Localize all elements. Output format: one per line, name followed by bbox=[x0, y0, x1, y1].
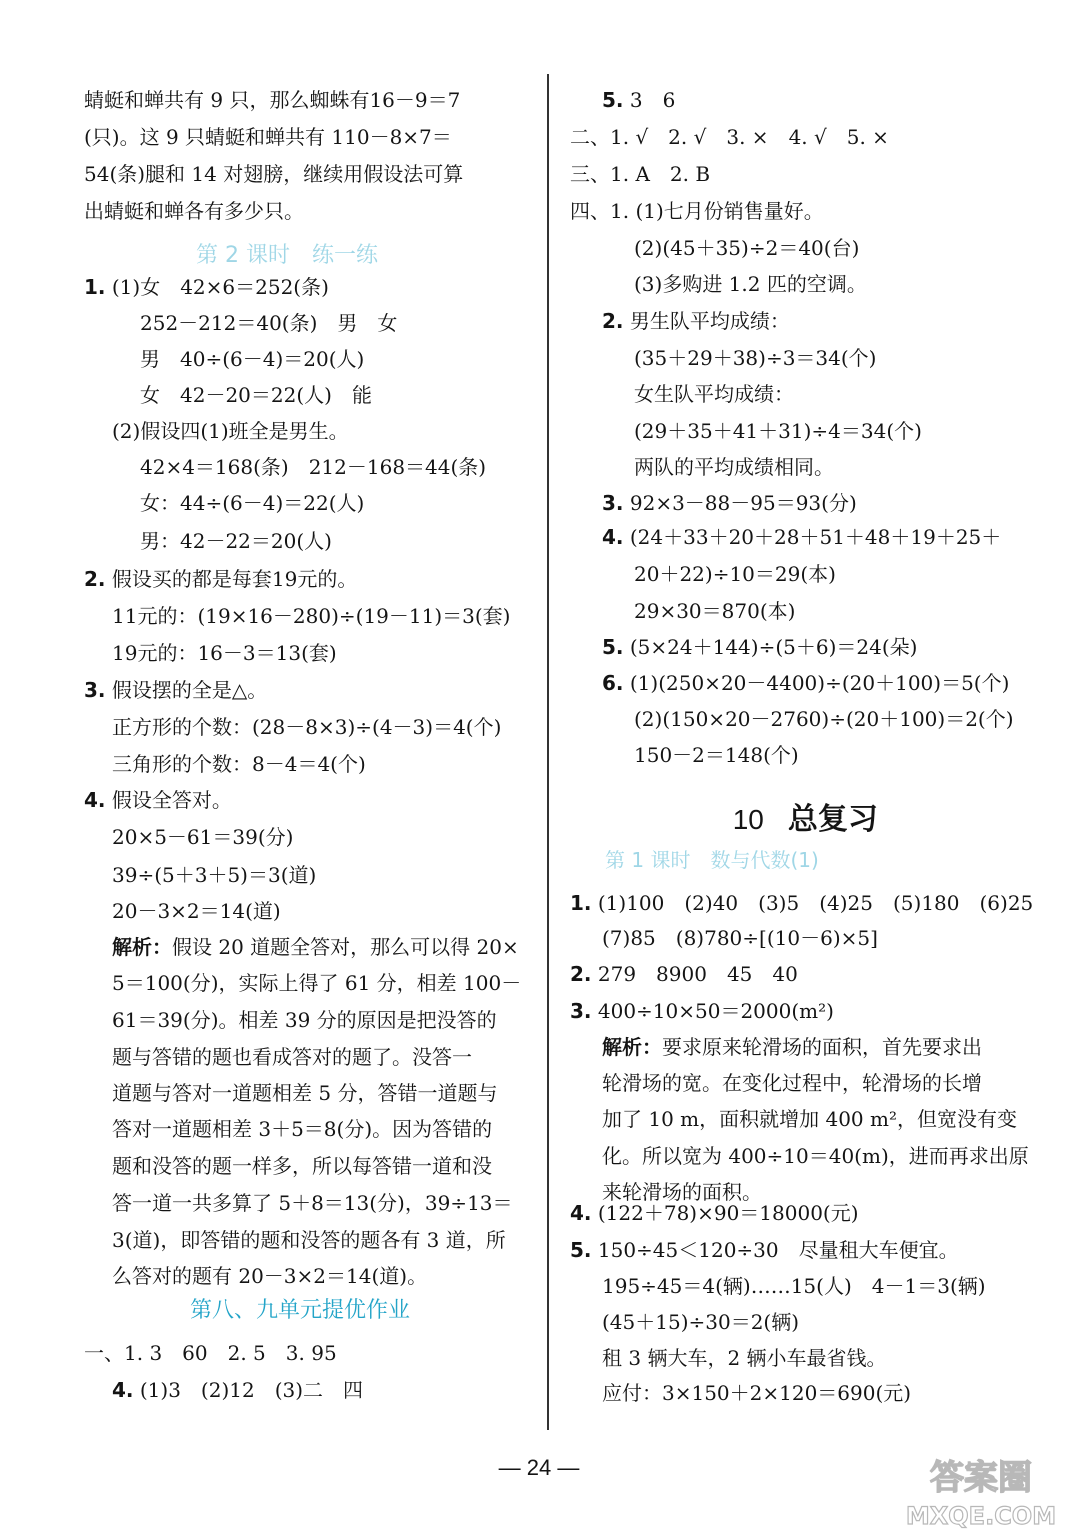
answer-line: 女生队平均成绩： bbox=[634, 382, 794, 406]
answer-line: (3)多购进 1.2 匹的空调。 bbox=[634, 272, 867, 296]
answer-line: 来轮滑场的面积。 bbox=[602, 1180, 762, 1204]
answer-line: 150－2＝148(个) bbox=[634, 743, 799, 767]
lesson-heading-2: 第 2 课时 练一练 bbox=[196, 243, 378, 268]
page-number: — 24 — bbox=[498, 1455, 580, 1480]
column-divider bbox=[547, 74, 549, 1430]
answer-line: 题和没答的题一样多，所以每答错一道和没 bbox=[112, 1154, 492, 1178]
answer-line: 54(条)腿和 14 对翅膀，继续用假设法可算 bbox=[84, 162, 464, 186]
chapter-name: 总复习 bbox=[787, 802, 878, 837]
answer-line: 20－3×2＝14(道) bbox=[112, 899, 281, 923]
answer-line: 39÷(5＋3＋5)＝3(道) bbox=[112, 863, 317, 887]
watermark-url: MXQE.COM bbox=[905, 1502, 1057, 1530]
answer-line: 19元的：16－3＝13(套) bbox=[112, 641, 337, 665]
answer-line: (7)85 (8)780÷[(10－6)×5] bbox=[602, 926, 878, 950]
answer-line: (35＋29＋38)÷3＝34(个) bbox=[634, 346, 877, 370]
answer-line: 3(道)，即答错的题和没答的题各有 3 道，所 bbox=[112, 1228, 506, 1252]
answer-line: 2. 假设买的都是每套19元的。 bbox=[84, 567, 358, 591]
answer-line: 应付：3×150＋2×120＝690(元) bbox=[602, 1381, 912, 1405]
answer-line: 三、1. A 2. B bbox=[570, 162, 711, 186]
answer-line: (29＋35＋41＋31)÷4＝34(个) bbox=[634, 419, 922, 443]
answer-line: (只)。这 9 只蜻蜓和蝉共有 110－8×7＝ bbox=[84, 125, 452, 149]
answer-line: 4. (1)3 (2)12 (3)二 四 bbox=[112, 1378, 364, 1402]
answer-line: 男：42－22＝20(人) bbox=[140, 529, 332, 553]
answer-line: 女：44÷(6－4)＝22(人) bbox=[140, 491, 365, 515]
answer-line: 解析：假设 20 道题全答对，那么可以得 20× bbox=[112, 935, 519, 959]
answer-line: 61＝39(分)。相差 39 分的原因是把没答的 bbox=[112, 1008, 497, 1032]
answer-line: 6. (1)(250×20－4400)÷(20＋100)＝5(个) bbox=[602, 671, 1010, 695]
answer-line: 5. 150÷45＜120÷30 尽量租大车便宜。 bbox=[570, 1238, 959, 1262]
answer-line: 4. (24＋33＋20＋28＋51＋48＋19＋25＋ bbox=[602, 525, 1002, 549]
answer-line: 1. (1)100 (2)40 (3)5 (4)25 (5)180 (6)25 bbox=[570, 891, 1034, 915]
answer-line: 4. (122＋78)×90＝18000(元) bbox=[570, 1201, 859, 1225]
answer-line: 答对一道题相差 3＋5＝8(分)。因为答错的 bbox=[112, 1117, 493, 1141]
answer-line: 4. 假设全答对。 bbox=[84, 788, 232, 812]
lesson-heading-1: 第 1 课时 数与代数(1) bbox=[605, 848, 819, 872]
answer-line: 正方形的个数：(28－8×3)÷(4－3)＝4(个) bbox=[112, 715, 502, 739]
answer-line: 2. 男生队平均成绩： bbox=[602, 309, 790, 333]
answer-line: 1. (1)女 42×6＝252(条) bbox=[84, 275, 329, 299]
answer-line: 题与答错的题也看成答对的题了。没答一 bbox=[112, 1045, 472, 1069]
answer-line: 42×4＝168(条) 212－168＝44(条) bbox=[140, 455, 487, 479]
answer-line: 答一道一共多算了 5＋8＝13(分)，39÷13＝ bbox=[112, 1191, 513, 1215]
answer-line: 29×30＝870(本) bbox=[634, 599, 796, 623]
answer-line: 3. 400÷10×50＝2000(m²) bbox=[570, 999, 834, 1023]
chapter-number: 10 bbox=[732, 804, 764, 835]
answer-line: 解析：要求原来轮滑场的面积，首先要求出 bbox=[602, 1035, 982, 1059]
answer-line: 么答对的题有 20－3×2＝14(道)。 bbox=[112, 1264, 428, 1288]
answer-line: 二、1. √ 2. √ 3. × 4. √ 5. × bbox=[570, 125, 889, 149]
answer-line: 5＝100(分)，实际上得了 61 分，相差 100－ bbox=[112, 971, 522, 995]
answer-line: 女 42－20＝22(人) 能 bbox=[140, 383, 372, 407]
answer-line: 租 3 辆大车，2 辆小车最省钱。 bbox=[602, 1346, 887, 1370]
answer-line: 出蜻蜓和蝉各有多少只。 bbox=[84, 199, 304, 223]
answer-line: 道题与答对一道题相差 5 分，答错一道题与 bbox=[112, 1081, 498, 1105]
answer-line: 一、1. 3 60 2. 5 3. 95 bbox=[84, 1341, 337, 1365]
answer-line: (2)(150×20－2760)÷(20＋100)＝2(个) bbox=[634, 707, 1014, 731]
answer-line: 252－212＝40(条) 男 女 bbox=[140, 311, 398, 335]
answer-line: 5. 3 6 bbox=[602, 88, 676, 112]
answer-line: 20＋22)÷10＝29(本) bbox=[634, 562, 836, 586]
answer-line: 20×5－61＝39(分) bbox=[112, 825, 294, 849]
answer-line: (2)假设四(1)班全是男生。 bbox=[112, 419, 349, 443]
answer-line: 三角形的个数：8－4＝4(个) bbox=[112, 752, 366, 776]
answer-line: 3. 92×3－88－95＝93(分) bbox=[602, 491, 857, 515]
answer-line: 蜻蜓和蝉共有 9 只，那么蜘蛛有16－9＝7 bbox=[84, 88, 461, 112]
chapter-title bbox=[720, 785, 878, 835]
answer-line: 2. 279 8900 45 40 bbox=[570, 962, 798, 986]
answer-line: 195÷45＝4(辆)……15(人) 4－1＝3(辆) bbox=[602, 1274, 986, 1298]
answer-line: 5. (5×24＋144)÷(5＋6)＝24(朵) bbox=[602, 635, 918, 659]
answer-line: 两队的平均成绩相同。 bbox=[634, 455, 834, 479]
unit-8-9-heading: 第八、九单元提优作业 bbox=[190, 1298, 411, 1323]
watermark-text: 答案圈 bbox=[930, 1458, 1032, 1498]
answer-line: 男 40÷(6－4)＝20(人) bbox=[140, 347, 365, 371]
watermark-logo bbox=[896, 1444, 1066, 1534]
answer-line: 四、1. (1)七月份销售量好。 bbox=[570, 199, 824, 223]
answer-line: 加了 10 m，面积就增加 400 m²，但宽没有变 bbox=[602, 1107, 1017, 1131]
answer-line: (2)(45＋35)÷2＝40(台) bbox=[634, 236, 860, 260]
answer-line: 化。所以宽为 400÷10＝40(m)，进而再求出原 bbox=[602, 1144, 1029, 1168]
answer-line: 轮滑场的宽。在变化过程中，轮滑场的长增 bbox=[602, 1071, 982, 1095]
answer-line: 11元的：(19×16－280)÷(19－11)＝3(套) bbox=[112, 604, 511, 628]
answer-line: (45＋15)÷30＝2(辆) bbox=[602, 1310, 800, 1334]
answer-line: 3. 假设摆的全是△。 bbox=[84, 678, 268, 702]
